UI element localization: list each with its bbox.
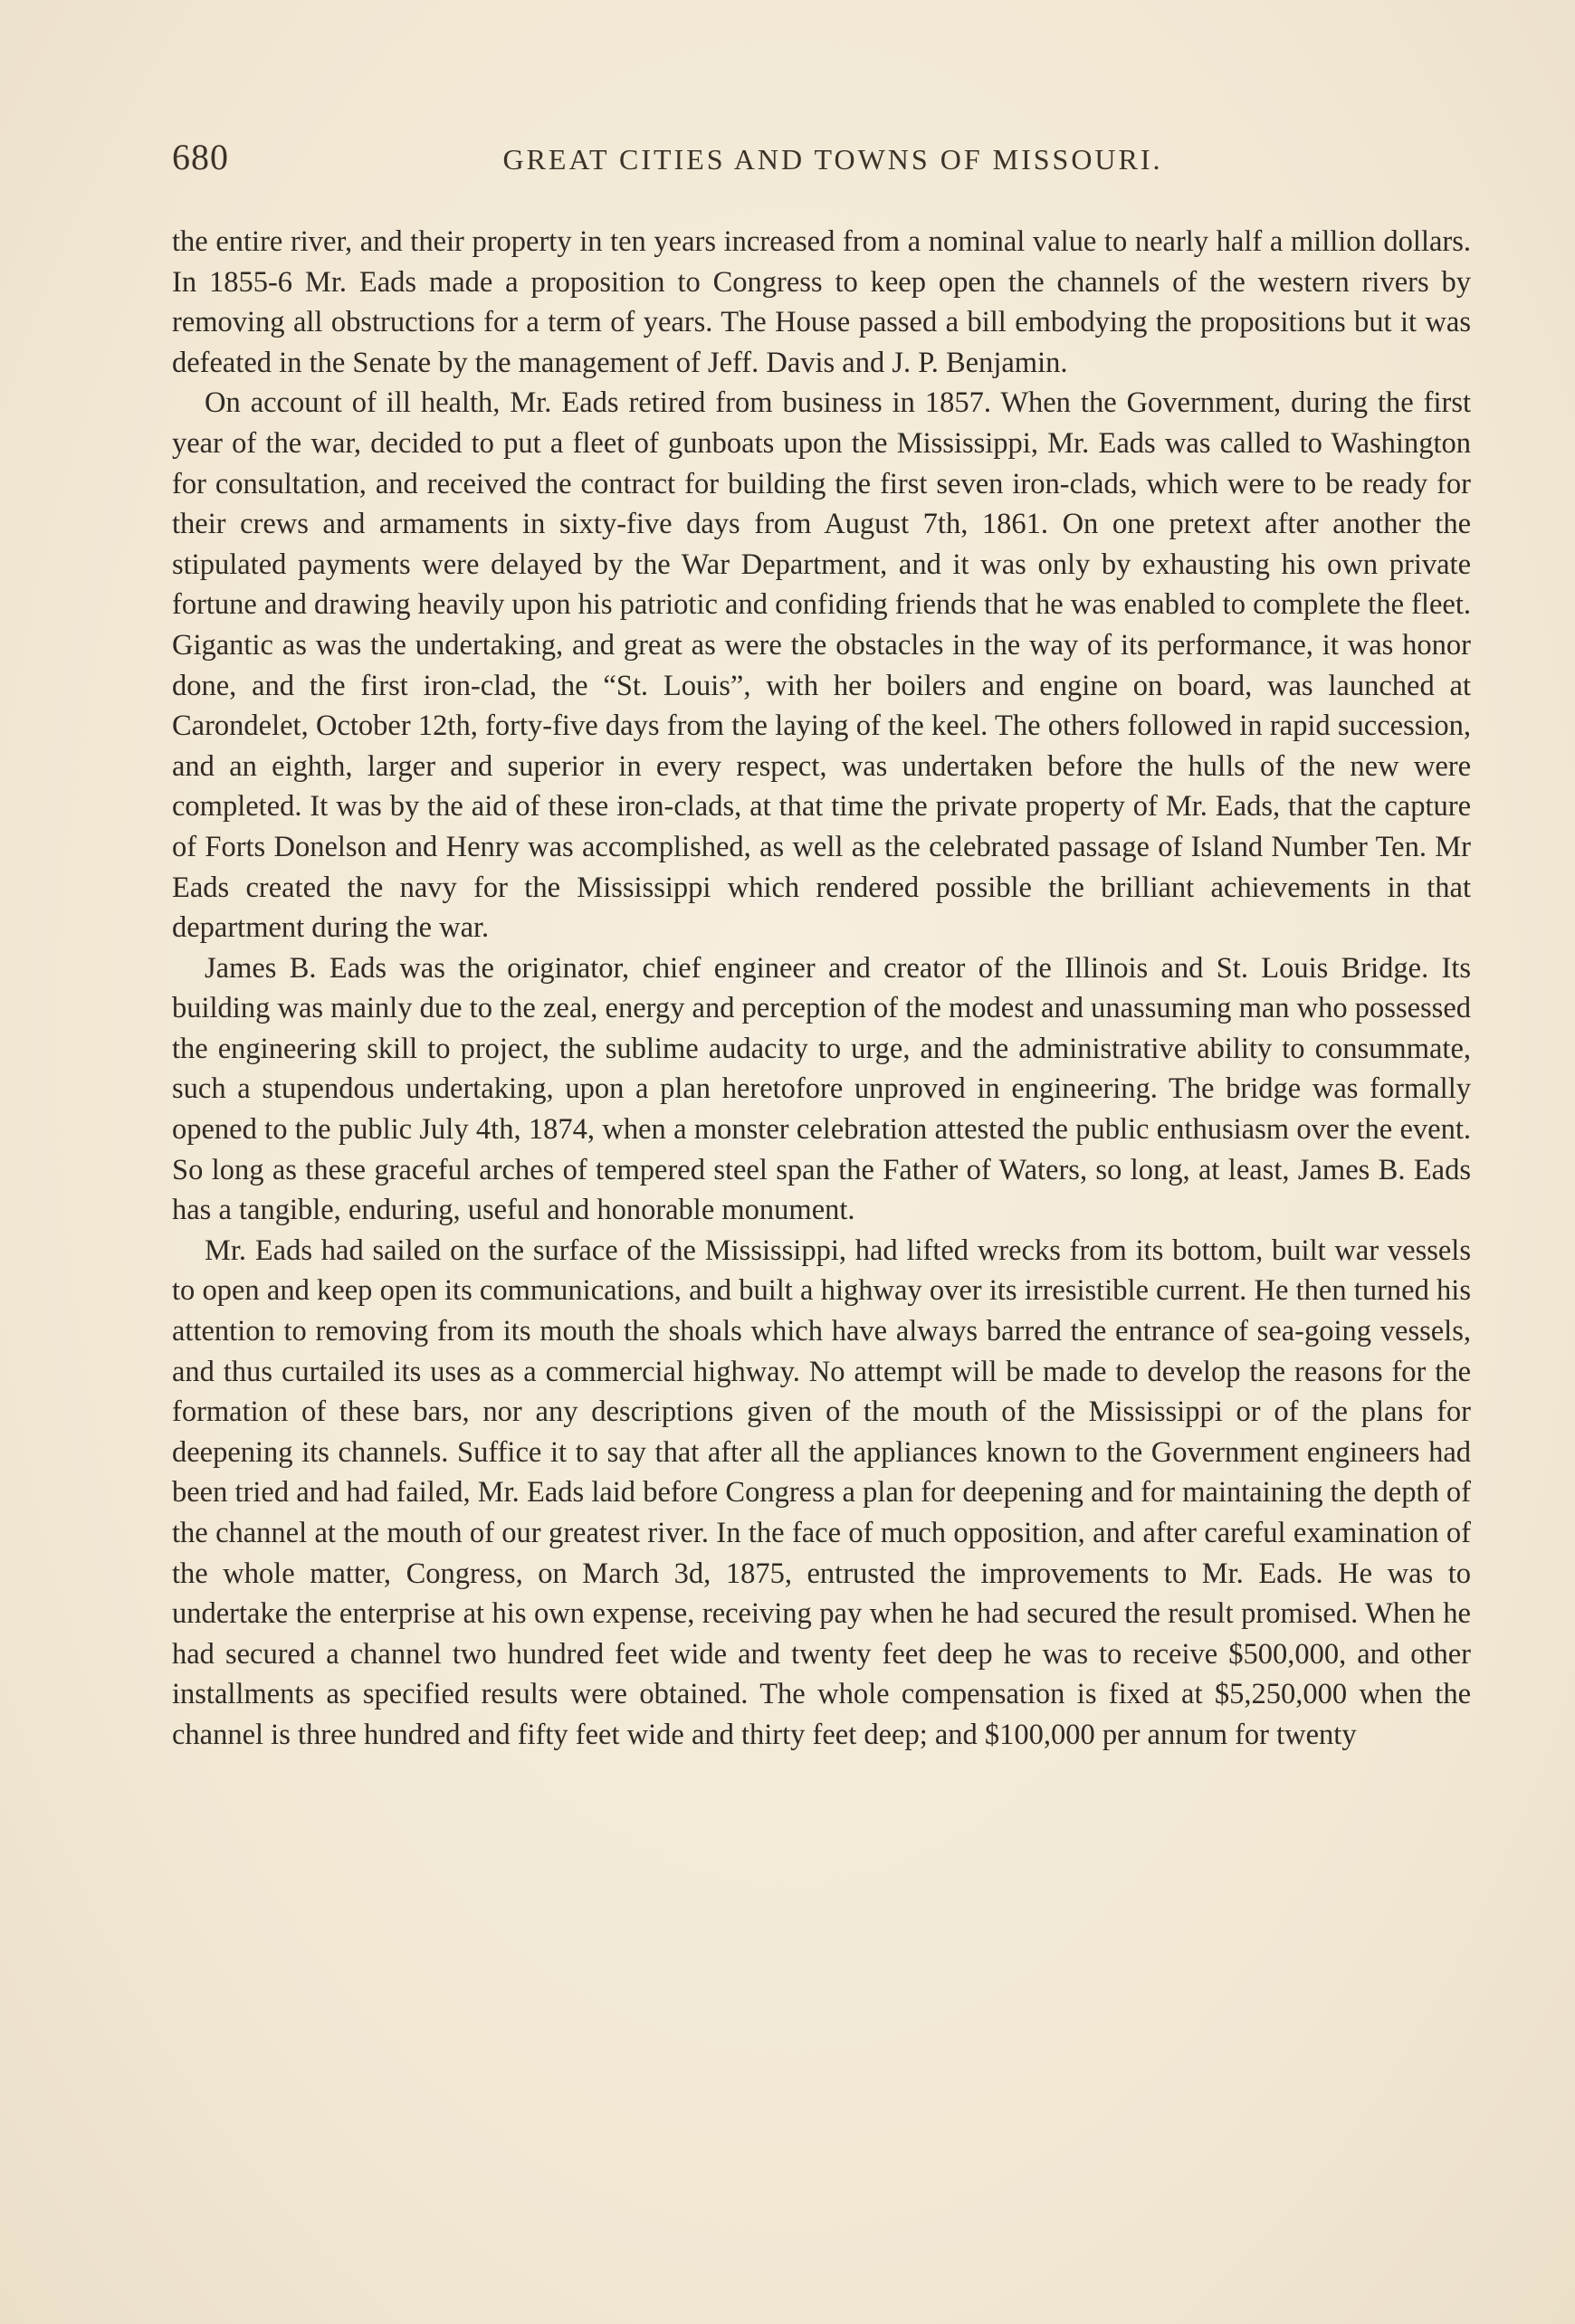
running-title: GREAT CITIES AND TOWNS OF MISSOURI. — [502, 143, 1163, 176]
paragraph-3: James B. Eads was the originator, chief engineer and creator of the Illinois and St. Louis Bridge. Its building was mainly due to the zeal, energy and perception of the modest and unassuming man who possessed the engineering skill to project, the sublime audacity to urge, and the administrative ability to consummate, such a stupendous undertaking, upon a plan heretofore unproved in engineering. The bridge was formally opened to the public July 4th, 1874, when a monster celebration attested the public enthusiasm over the event. So long as these graceful arches of tempered steel span the Father of Waters, so long, at least, James B. Eads has a tangible, enduring, useful and honorable monument. — [172, 951, 1471, 1227]
body-text — [172, 222, 1471, 1756]
paragraph-2: On account of ill health, Mr. Eads retired from business in 1857. When the Government, during the first year of the war, decided to put a fleet of gunboats upon the Mississippi, Mr. Eads was called to Washington for consultation, and received the contract for building the first seven iron-clads, which were to be ready for their crews and armaments in sixty-five days from August 7th, 1861. On one pretext after another the stipulated payments were delayed by the War Department, and it was only by exhausting his own private fortune and drawing heavily upon his patriotic and confiding friends that he was enabled to complete the fleet. Gigantic as was the undertaking, and great as were the obstacles in the way of its performance, it was honor done, and the first iron-clad, the “St. Louis”, with her boilers and engine on board, was launched at Carondelet, October 12th, forty-five days from the laying of the keel. The others followed in rapid succession, and an eighth, larger and superior in every respect, was undertaken before the hulls of the new were completed. It was by the aid of these iron-clads, at that time the private property of Mr. Eads, that the capture of Forts Donelson and Henry was accomplished, as well as the celebrated passage of Island Number Ten. Mr Eads created the navy for the Mississippi which rendered possible the brilliant achievements in that department during the war. — [172, 386, 1471, 945]
page-number: 680 — [172, 137, 229, 177]
page-header — [172, 136, 1466, 190]
paragraph-1: the entire river, and their property in ten years increased from a nominal value to nearly half a million dollars. In 1855-6 Mr. Eads made a proposition to Congress to keep open the channels of the western rivers by removing all obstructions for a term of years. The House passed a bill embodying the propositions but it was defeated in the Senate by the management of Jeff. Davis and J. P. Benjamin. — [172, 225, 1471, 379]
paragraph-4: Mr. Eads had sailed on the surface of the Mississippi, had lifted wrecks from its bottom, built war vessels to open and keep open its communications, and built a highway over its irresistible current. He then turned his attention to removing from its mouth the shoals which have always barred the entrance of sea-going vessels, and thus curtailed its uses as a commercial highway. No attempt will be made to develop the reasons for the formation of these bars, nor any descriptions given of the mouth of the Mississippi or of the plans for deepening its channels. Suffice it to say that after all the appliances known to the Government engineers had been tried and had failed, Mr. Eads laid before Congress a plan for deepening and for maintaining the depth of the channel at the mouth of our greatest river. In the face of much opposition, and after careful examination of the whole matter, Congress, on March 3d, 1875, entrusted the improvements to Mr. Eads. He was to undertake the enterprise at his own expense, receiving pay when he had secured the result promised. When he had secured a channel two hundred feet wide and twenty feet deep he was to receive $500,000, and other installments as specified results were obtained. The whole compensation is fixed at $5,250,000 when the channel is three hundred and fifty feet wide and thirty feet deep; and $100,000 per annum for twenty — [172, 1233, 1471, 1751]
